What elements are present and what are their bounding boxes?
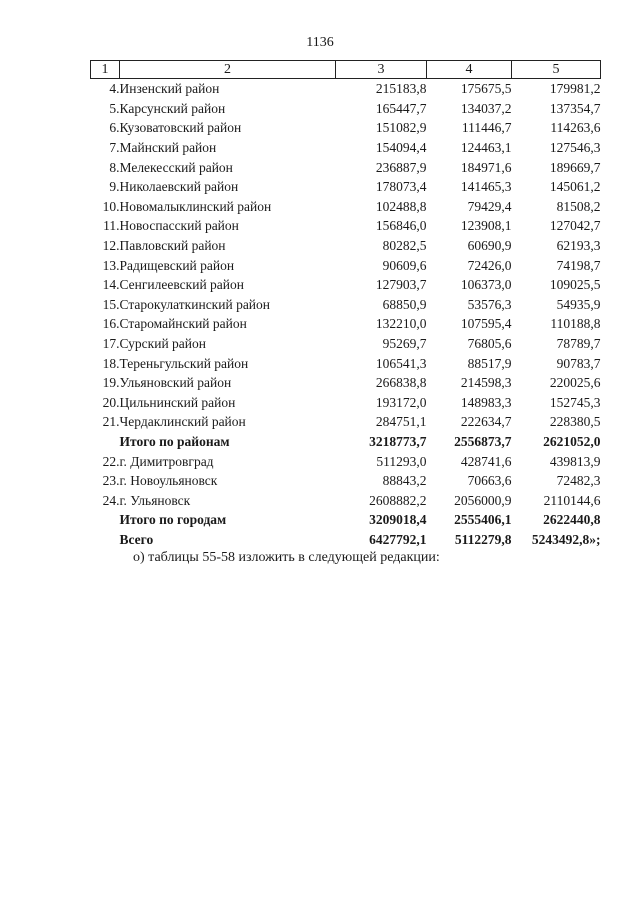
value-col-4: 2555406,1 bbox=[454, 512, 512, 528]
value-col-5: 145061,2 bbox=[549, 179, 601, 195]
budget-table bbox=[90, 60, 601, 549]
table-row bbox=[91, 197, 601, 217]
district-name: г. Димитровград bbox=[119, 453, 214, 469]
value-col-4: 53576,3 bbox=[467, 296, 512, 312]
district-name: Николаевский район bbox=[119, 179, 239, 195]
value-col-3: 68850,9 bbox=[382, 296, 427, 312]
value-col-3: 3218773,7 bbox=[369, 433, 427, 449]
value-col-4: 70663,6 bbox=[467, 473, 512, 489]
table-row bbox=[91, 118, 601, 138]
row-number: 8. bbox=[109, 159, 120, 175]
table-row bbox=[91, 157, 601, 177]
value-col-3: 156846,0 bbox=[375, 218, 427, 234]
value-col-4: 72426,0 bbox=[467, 257, 512, 273]
value-col-5: 109025,5 bbox=[549, 277, 601, 293]
value-col-5: 54935,9 bbox=[556, 296, 601, 312]
table-row bbox=[91, 490, 601, 510]
table-body bbox=[91, 79, 601, 550]
row-number: 13. bbox=[102, 257, 120, 273]
table-row bbox=[91, 236, 601, 256]
value-col-5: 72482,3 bbox=[556, 473, 601, 489]
value-col-3: 511293,0 bbox=[376, 453, 427, 469]
district-name: Итого по районам bbox=[119, 433, 230, 449]
value-col-5: 137354,7 bbox=[549, 100, 601, 116]
row-number: 4. bbox=[109, 81, 120, 97]
table-row bbox=[91, 334, 601, 354]
district-name: Инзенский район bbox=[119, 81, 220, 97]
table-row bbox=[91, 471, 601, 491]
value-col-5: 127546,3 bbox=[549, 140, 601, 156]
row-number: 22. bbox=[102, 453, 120, 469]
value-col-3: 165447,7 bbox=[375, 100, 427, 116]
value-col-4: 2056000,9 bbox=[454, 492, 512, 508]
value-col-3: 90609,6 bbox=[382, 257, 427, 273]
table-row bbox=[91, 275, 601, 295]
value-col-4: 2556873,7 bbox=[454, 433, 512, 449]
value-col-5: 74198,7 bbox=[556, 257, 601, 273]
value-col-3: 95269,7 bbox=[382, 336, 427, 352]
column-header: 1 bbox=[91, 61, 120, 79]
value-col-4: 148983,3 bbox=[460, 394, 512, 410]
table-row bbox=[91, 255, 601, 275]
row-number: 14. bbox=[102, 277, 120, 293]
value-col-4: 141465,3 bbox=[460, 179, 512, 195]
value-col-3: 6427792,1 bbox=[369, 531, 427, 547]
table-row bbox=[91, 393, 601, 413]
table-row bbox=[91, 177, 601, 197]
value-col-4: 134037,2 bbox=[460, 100, 512, 116]
district-name: Тереньгульский район bbox=[119, 355, 249, 371]
value-col-3: 106541,3 bbox=[375, 355, 427, 371]
value-col-5: 78789,7 bbox=[556, 336, 601, 352]
total-row bbox=[91, 432, 601, 452]
row-number: 16. bbox=[102, 316, 120, 332]
value-col-3: 2608882,2 bbox=[369, 492, 427, 508]
district-name: Ульяновский район bbox=[119, 375, 232, 391]
value-col-4: 79429,4 bbox=[467, 198, 512, 214]
value-col-3: 266838,8 bbox=[375, 375, 427, 391]
row-number bbox=[91, 432, 120, 452]
page-number: 1136 bbox=[306, 35, 334, 50]
district-name: г. Ульяновск bbox=[119, 492, 191, 508]
district-name: Новомалыклинский район bbox=[119, 198, 272, 214]
column-header: 5 bbox=[512, 61, 601, 79]
table-row bbox=[91, 99, 601, 119]
row-number: 18. bbox=[102, 355, 120, 371]
value-col-3: 236887,9 bbox=[375, 159, 427, 175]
value-col-5: 228380,5 bbox=[549, 414, 601, 430]
district-name: Старокулаткинский район bbox=[119, 296, 271, 312]
column-header: 3 bbox=[336, 61, 427, 79]
row-number: 7. bbox=[109, 140, 120, 156]
value-col-5: 220025,6 bbox=[549, 375, 601, 391]
district-name: Радищевский район bbox=[119, 257, 235, 273]
table-row bbox=[91, 353, 601, 373]
value-col-4: 111446,7 bbox=[461, 120, 512, 136]
value-col-5: 110188,8 bbox=[550, 316, 601, 332]
row-number: 24. bbox=[102, 492, 120, 508]
value-col-4: 106373,0 bbox=[460, 277, 512, 293]
table-row bbox=[91, 412, 601, 432]
value-col-3: 154094,4 bbox=[375, 140, 427, 156]
value-col-3: 178073,4 bbox=[375, 179, 427, 195]
table-row bbox=[91, 314, 601, 334]
value-col-3: 102488,8 bbox=[375, 198, 427, 214]
column-header: 4 bbox=[427, 61, 512, 79]
district-name: Чердаклинский район bbox=[119, 414, 246, 430]
total-row bbox=[91, 530, 601, 550]
district-name: г. Новоульяновск bbox=[119, 473, 218, 489]
table-row bbox=[91, 79, 601, 99]
table-row bbox=[91, 373, 601, 393]
row-number: 9. bbox=[109, 179, 120, 195]
value-col-5: 81508,2 bbox=[556, 198, 601, 214]
row-number bbox=[91, 510, 120, 530]
value-col-4: 107595,4 bbox=[460, 316, 512, 332]
footnote-text: о) таблицы 55-58 изложить в следующей редакции: bbox=[133, 550, 440, 565]
value-col-5: 114263,6 bbox=[550, 120, 601, 136]
value-col-4: 184971,6 bbox=[460, 159, 512, 175]
column-header: 2 bbox=[120, 61, 336, 79]
value-col-4: 124463,1 bbox=[460, 140, 512, 156]
district-name: Сурский район bbox=[119, 336, 206, 352]
value-col-5: 127042,7 bbox=[549, 218, 601, 234]
value-col-5: 189669,7 bbox=[549, 159, 601, 175]
value-col-3: 215183,8 bbox=[375, 81, 427, 97]
table-row bbox=[91, 451, 601, 471]
value-col-3: 3209018,4 bbox=[369, 512, 427, 528]
value-col-4: 88517,9 bbox=[467, 355, 512, 371]
table-header-row bbox=[91, 61, 601, 79]
value-col-3: 127903,7 bbox=[375, 277, 427, 293]
district-name: Новоспасский район bbox=[119, 218, 239, 234]
row-number: 19. bbox=[102, 375, 120, 391]
value-col-4: 222634,7 bbox=[460, 414, 512, 430]
row-number: 20. bbox=[102, 394, 120, 410]
value-col-3: 80282,5 bbox=[382, 238, 427, 254]
value-col-3: 132210,0 bbox=[375, 316, 427, 332]
district-name: Всего bbox=[119, 531, 154, 547]
district-name: Старомайнский район bbox=[119, 316, 247, 332]
row-number: 23. bbox=[102, 473, 120, 489]
row-number: 12. bbox=[102, 238, 120, 254]
value-col-4: 428741,6 bbox=[460, 453, 512, 469]
district-name: Кузоватовский район bbox=[119, 120, 242, 136]
row-number: 15. bbox=[102, 296, 120, 312]
row-number: 21. bbox=[102, 414, 120, 430]
row-number: 6. bbox=[109, 120, 120, 136]
value-col-4: 123908,1 bbox=[460, 218, 512, 234]
value-col-5: 2622440,8 bbox=[543, 512, 601, 528]
district-name: Павловский район bbox=[119, 238, 226, 254]
row-number: 10. bbox=[102, 198, 120, 214]
value-col-3: 193172,0 bbox=[375, 394, 427, 410]
value-col-3: 151082,9 bbox=[375, 120, 427, 136]
value-col-3: 88843,2 bbox=[382, 473, 427, 489]
value-col-5: 62193,3 bbox=[556, 238, 601, 254]
value-col-5: 179981,2 bbox=[549, 81, 601, 97]
value-col-4: 175675,5 bbox=[460, 81, 512, 97]
district-name: Мелекесский район bbox=[119, 159, 233, 175]
value-col-5: 2110144,6 bbox=[543, 492, 601, 508]
total-row bbox=[91, 510, 601, 530]
district-name: Майнский район bbox=[119, 140, 217, 156]
value-col-4: 5112279,8 bbox=[454, 531, 512, 547]
row-number: 5. bbox=[109, 100, 120, 116]
table-row bbox=[91, 216, 601, 236]
row-number: 11. bbox=[103, 218, 120, 234]
row-number bbox=[91, 530, 120, 550]
district-name: Цильнинский район bbox=[119, 394, 236, 410]
district-name: Сенгилеевский район bbox=[119, 277, 244, 293]
value-col-4: 76805,6 bbox=[467, 336, 512, 352]
value-col-5: 90783,7 bbox=[556, 355, 601, 371]
value-col-4: 60690,9 bbox=[467, 238, 512, 254]
district-name: Карсунский район bbox=[119, 100, 226, 116]
value-col-5: 439813,9 bbox=[549, 453, 601, 469]
row-number: 17. bbox=[102, 336, 120, 352]
table-row bbox=[91, 295, 601, 315]
table-row bbox=[91, 138, 601, 158]
value-col-5: 2621052,0 bbox=[543, 433, 601, 449]
value-col-5: 152745,3 bbox=[549, 394, 601, 410]
value-col-4: 214598,3 bbox=[460, 375, 512, 391]
district-name: Итого по городам bbox=[119, 512, 227, 528]
value-col-5: 5243492,8»; bbox=[531, 531, 601, 547]
value-col-3: 284751,1 bbox=[375, 414, 427, 430]
